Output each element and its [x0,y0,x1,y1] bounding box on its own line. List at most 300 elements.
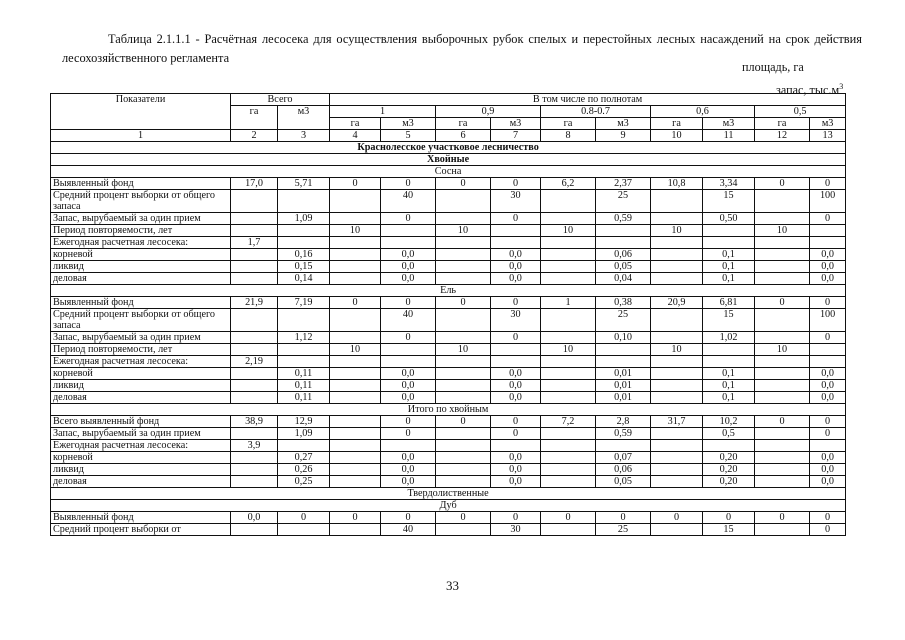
column-number: 7 [491,130,541,142]
table-cell [278,440,330,452]
table-cell [755,190,810,213]
table-cell: 0,0 [491,273,541,285]
table-cell: 1,02 [703,332,755,344]
table-cell: 0,04 [596,273,651,285]
table-caption: Таблица 2.1.1.1 - Расчётная лесосека для осуществления выборочных рубок спелых и перестойных лесных насаждений на срок действия лесохозяйственного регламента [62,32,862,65]
table-cell [596,344,651,356]
header-m3: м3 [278,106,330,130]
table-cell [231,273,278,285]
table-cell: 0,1 [703,380,755,392]
table-cell: 0,1 [703,273,755,285]
header-row-1 [51,94,846,106]
table-cell [755,249,810,261]
table-cell: 10 [541,344,596,356]
table-cell [596,225,651,237]
table-cell: 10,8 [651,178,703,190]
table-cell: 0,0 [810,476,846,488]
table-row [51,380,846,392]
table-cell [755,392,810,404]
subsection-heading: Дуб [51,500,846,512]
header-unit-ha: га [755,118,810,130]
header-unit-m3: м3 [381,118,436,130]
table-cell: 0,06 [596,249,651,261]
table-cell: 3,34 [703,178,755,190]
table-cell: 10 [330,225,381,237]
table-cell: 0,16 [278,249,330,261]
table-cell: 0 [810,332,846,344]
table-cell: 10 [541,225,596,237]
table-row [51,524,846,536]
page-number: 33 [446,578,459,593]
table-cell [755,476,810,488]
table-cell [703,356,755,368]
table-cell: 17,0 [231,178,278,190]
table-row [51,249,846,261]
table-cell: 0 [491,428,541,440]
table-cell: 0,0 [810,392,846,404]
table-cell: 0 [755,512,810,524]
table-row [51,368,846,380]
header-density-05: 0,5 [755,106,846,118]
row-label: деловая [51,476,231,488]
table-cell: 0,0 [381,261,436,273]
table-cell [651,249,703,261]
table-cell: 0,50 [703,213,755,225]
table-cell [330,476,381,488]
table-cell: 2,8 [596,416,651,428]
table-cell: 0 [755,297,810,309]
table-cell [231,524,278,536]
table-cell [755,440,810,452]
table-cell: 0,0 [381,392,436,404]
row-label: Запас, вырубаемый за один прием [51,332,231,344]
table-cell: 0 [436,512,491,524]
table-cell: 0 [810,213,846,225]
row-label: Средний процент выборки от общего запаса [51,309,231,332]
table-cell [755,428,810,440]
table-cell [703,440,755,452]
table-cell: 0 [381,332,436,344]
section-heading-row [51,142,846,154]
table-cell [541,524,596,536]
table-cell: 100 [810,190,846,213]
table-cell [231,464,278,476]
table-cell [436,440,491,452]
table-cell: 0 [810,512,846,524]
table-cell: 0,0 [491,392,541,404]
section-heading: Хвойные [51,154,846,166]
table-cell: 15 [703,190,755,213]
table-cell [541,476,596,488]
table-cell: 0,0 [491,380,541,392]
table-cell: 0,1 [703,392,755,404]
subsection-heading: Итого по хвойным [51,404,846,416]
table-cell: 0,05 [596,261,651,273]
table-cell: 0 [436,416,491,428]
column-number: 6 [436,130,491,142]
table-cell: 10 [436,344,491,356]
table-cell: 25 [596,309,651,332]
header-density-06: 0,6 [651,106,755,118]
table-cell [541,261,596,273]
table-cell [278,225,330,237]
row-label: ликвид [51,261,231,273]
header-density-1: 1 [330,106,436,118]
table-cell [651,237,703,249]
table-cell [651,261,703,273]
row-label: деловая [51,273,231,285]
row-label: ликвид [51,464,231,476]
table-cell [436,249,491,261]
table-cell: 25 [596,190,651,213]
table-cell [755,309,810,332]
header-unit-ha: га [541,118,596,130]
table-cell [541,249,596,261]
table-cell: 0 [596,512,651,524]
row-label: Период повторяемости, лет [51,344,231,356]
table-cell: 0,01 [596,368,651,380]
table-cell: 25 [596,524,651,536]
table-cell: 1,7 [231,237,278,249]
table-cell: 0 [491,213,541,225]
table-cell [755,237,810,249]
column-number: 1 [51,130,231,142]
table-cell: 15 [703,309,755,332]
forest-cut-table [50,93,846,536]
table-row [51,309,846,332]
table-row [51,273,846,285]
table-cell: 15 [703,524,755,536]
table-cell [651,332,703,344]
row-label: корневой [51,249,231,261]
table-cell [541,332,596,344]
table-cell: 21,9 [231,297,278,309]
table-cell: 0,25 [278,476,330,488]
table-cell [330,464,381,476]
table-cell: 10,2 [703,416,755,428]
table-cell [703,237,755,249]
table-cell: 30 [491,524,541,536]
subsection-heading: Твердолиственные [51,488,846,500]
table-cell: 0,0 [810,261,846,273]
table-cell [810,237,846,249]
table-cell: 0,0 [810,368,846,380]
table-cell [381,225,436,237]
table-cell: 0,0 [491,476,541,488]
table-cell: 2,37 [596,178,651,190]
table-cell: 6,2 [541,178,596,190]
table-row [51,344,846,356]
table-cell: 0,07 [596,452,651,464]
subsection-heading: Сосна [51,166,846,178]
table-cell: 0,0 [381,464,436,476]
table-cell [231,309,278,332]
table-cell [278,524,330,536]
table-cell: 0 [703,512,755,524]
table-cell: 0,5 [703,428,755,440]
table-cell [381,344,436,356]
table-cell [330,416,381,428]
table-cell [755,261,810,273]
table-cell [330,392,381,404]
table-cell: 0,11 [278,380,330,392]
table-row [51,428,846,440]
table-cell [231,392,278,404]
table-cell [231,476,278,488]
table-cell: 0,38 [596,297,651,309]
table-cell [541,273,596,285]
table-cell [651,476,703,488]
table-cell [231,380,278,392]
table-cell [755,332,810,344]
table-cell [231,332,278,344]
table-cell [541,213,596,225]
table-cell [436,213,491,225]
column-number: 12 [755,130,810,142]
table-cell [330,213,381,225]
table-cell: 10 [651,225,703,237]
table-cell: 0,0 [491,249,541,261]
table-cell: 0,01 [596,392,651,404]
table-cell: 0,0 [810,452,846,464]
table-cell [231,344,278,356]
table-cell [330,524,381,536]
header-ha: га [231,106,278,130]
table-cell [810,356,846,368]
table-cell: 31,7 [651,416,703,428]
table-cell: 0,0 [381,452,436,464]
table-row [51,416,846,428]
table-cell: 0,11 [278,368,330,380]
table-cell [651,368,703,380]
subsection-heading-row [51,500,846,512]
table-row [51,392,846,404]
table-cell [436,380,491,392]
row-label: Ежегодная расчетная лесосека: [51,237,231,249]
table-cell: 0,20 [703,476,755,488]
table-cell: 0,0 [491,368,541,380]
table-cell: 0,0 [231,512,278,524]
table-cell: 0 [330,178,381,190]
table-cell [436,309,491,332]
table-cell [330,380,381,392]
column-number: 13 [810,130,846,142]
row-label: Запас, вырубаемый за один прием [51,213,231,225]
table-cell: 0,11 [278,392,330,404]
table-cell: 0 [491,297,541,309]
table-cell: 0,0 [381,273,436,285]
table-cell: 3,9 [231,440,278,452]
table-cell [651,356,703,368]
table-cell: 0 [436,297,491,309]
row-label: деловая [51,392,231,404]
header-col-numbers [51,130,846,142]
table-cell [541,356,596,368]
table-cell: 0 [381,297,436,309]
table-cell: 0,15 [278,261,330,273]
table-cell: 0 [381,213,436,225]
table-row [51,440,846,452]
table-cell [541,440,596,452]
table-cell [541,380,596,392]
row-label: Ежегодная расчетная лесосека: [51,356,231,368]
table-cell [596,440,651,452]
table-cell [231,190,278,213]
table-cell: 10 [755,225,810,237]
subsection-heading-row [51,488,846,500]
table-cell [330,452,381,464]
table-cell: 0,0 [381,249,436,261]
table-cell: 0,0 [810,464,846,476]
table-cell [541,309,596,332]
table-cell [491,225,541,237]
header-unit-m3: м3 [491,118,541,130]
header-total: Всего [231,94,330,106]
table-cell [231,368,278,380]
table-cell [436,273,491,285]
row-label: Выявленный фонд [51,178,231,190]
table-cell: 0,0 [491,261,541,273]
row-label: Средний процент выборки от общего запаса [51,190,231,213]
table-cell: 0,1 [703,368,755,380]
row-label: Всего выявленный фонд [51,416,231,428]
table-cell: 0 [278,512,330,524]
table-cell: 1,12 [278,332,330,344]
row-label: ликвид [51,380,231,392]
table-cell: 0 [491,332,541,344]
table-cell [810,225,846,237]
table-cell [436,392,491,404]
table-cell [330,309,381,332]
table-cell: 0,0 [381,380,436,392]
table-cell [491,356,541,368]
table-cell [703,344,755,356]
table-row [51,213,846,225]
table-cell: 0,0 [491,452,541,464]
table-cell [231,261,278,273]
table-cell [278,356,330,368]
table-cell: 0,10 [596,332,651,344]
table-cell: 0,0 [810,273,846,285]
row-label: корневой [51,452,231,464]
table-cell: 0,1 [703,249,755,261]
table-row [51,452,846,464]
column-number: 9 [596,130,651,142]
header-unit-m3: м3 [810,118,846,130]
table-cell [436,237,491,249]
table-cell [330,190,381,213]
table-cell: 38,9 [231,416,278,428]
table-cell [541,464,596,476]
table-cell [541,190,596,213]
table-cell [330,428,381,440]
table-cell [436,190,491,213]
table-cell: 0 [491,512,541,524]
row-label: Период повторяемости, лет [51,225,231,237]
table-cell [651,428,703,440]
table-cell [810,440,846,452]
table-cell [541,237,596,249]
table-cell: 0,0 [491,464,541,476]
table-cell [436,428,491,440]
table-cell: 0,20 [703,452,755,464]
table-cell: 0 [810,178,846,190]
row-label: корневой [51,368,231,380]
table-row [51,237,846,249]
table-cell: 5,71 [278,178,330,190]
column-number: 5 [381,130,436,142]
table-cell [651,440,703,452]
row-label: Запас, вырубаемый за один прием [51,428,231,440]
table-cell: 1 [541,297,596,309]
table-cell: 0 [381,428,436,440]
table-cell [491,344,541,356]
table-cell: 0,0 [810,380,846,392]
column-number: 4 [330,130,381,142]
row-label: Выявленный фонд [51,297,231,309]
table-cell [651,213,703,225]
table-cell: 0,0 [381,476,436,488]
table-cell [381,440,436,452]
table-row [51,225,846,237]
table-cell [755,380,810,392]
table-cell [755,464,810,476]
table-cell [755,273,810,285]
table-cell: 0 [491,416,541,428]
table-cell: 0,59 [596,428,651,440]
table-cell: 7,19 [278,297,330,309]
table-cell [541,452,596,464]
table-cell [278,190,330,213]
area-unit-label: площадь, га [742,60,804,74]
table-cell: 0 [810,416,846,428]
table-row [51,190,846,213]
table-row [51,297,846,309]
table-cell [330,332,381,344]
row-label: Средний процент выборки от [51,524,231,536]
table-cell: 0,1 [703,261,755,273]
table-cell [491,440,541,452]
header-indicators: Показатели [51,94,231,130]
table-cell: 100 [810,309,846,332]
table-cell [436,476,491,488]
table-cell: 0 [810,297,846,309]
table-cell [278,344,330,356]
section-heading: Краснолесское участковое лесничество [51,142,846,154]
table-cell: 0 [651,512,703,524]
table-cell [381,237,436,249]
subsection-heading-row [51,166,846,178]
table-cell [755,452,810,464]
table-cell [278,309,330,332]
table-row [51,178,846,190]
row-label: Выявленный фонд [51,512,231,524]
table-row [51,512,846,524]
table-cell [231,428,278,440]
subsection-heading: Ель [51,285,846,297]
table-cell: 0 [330,297,381,309]
table-cell: 7,2 [541,416,596,428]
table-cell: 0 [381,178,436,190]
table-cell [436,452,491,464]
table-cell [651,464,703,476]
table-cell [436,368,491,380]
table-cell: 30 [491,309,541,332]
table-cell [541,392,596,404]
table-cell [330,368,381,380]
table-cell: 1,09 [278,428,330,440]
table-cell [755,356,810,368]
